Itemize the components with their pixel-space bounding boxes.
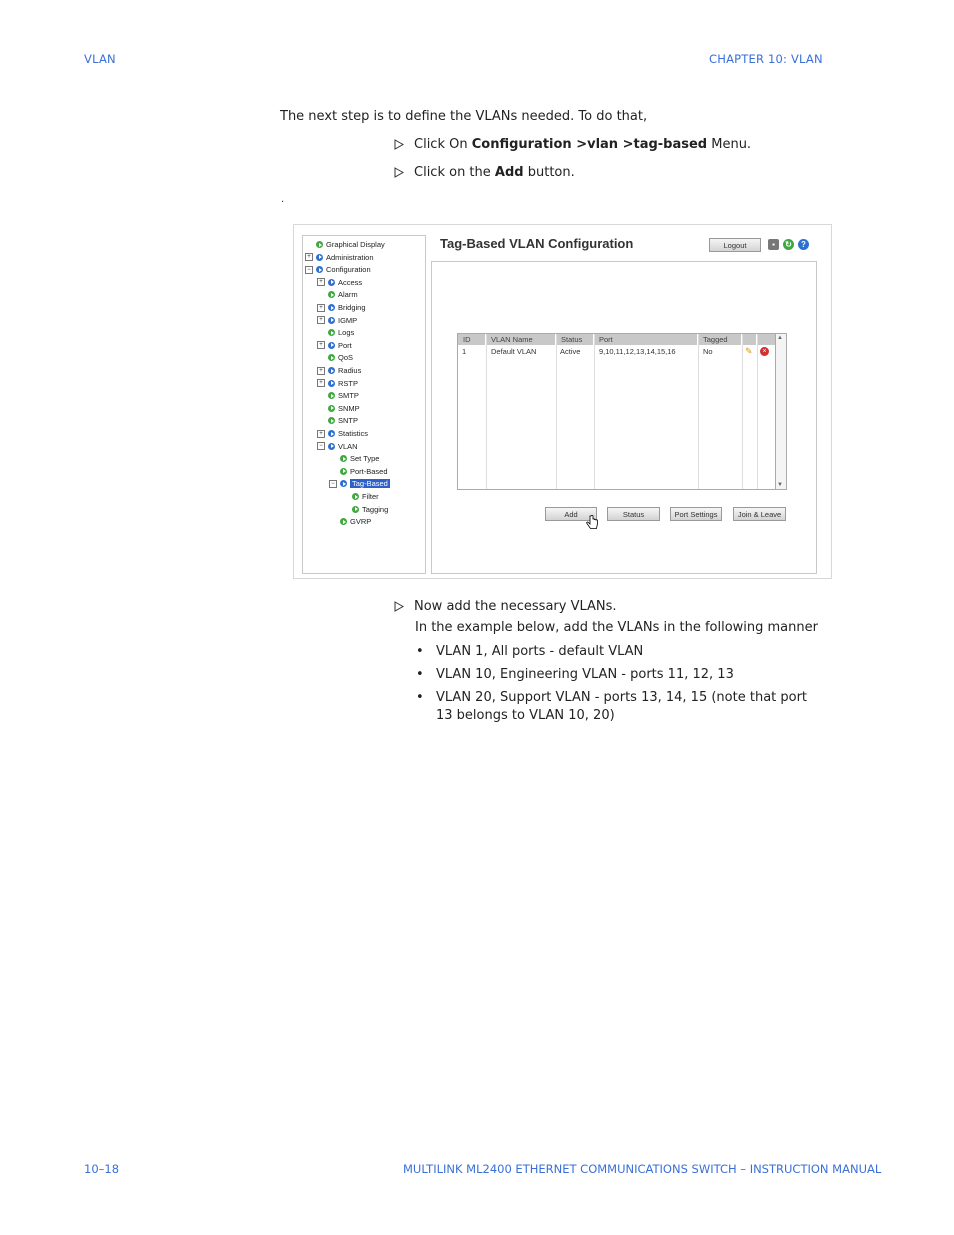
tree-item-label: Tag-Based <box>352 479 388 489</box>
step-2: Click on the Add button. <box>394 165 575 180</box>
spacer <box>317 418 325 424</box>
header-section: VLAN <box>84 52 116 66</box>
col-header-tagged: Tagged <box>698 334 742 345</box>
tree-item-graphical-display[interactable] <box>305 239 385 250</box>
tree-item-set-type[interactable] <box>329 453 379 464</box>
help-icon[interactable]: ? <box>798 239 809 250</box>
spacer <box>329 456 337 462</box>
arrow-circle-icon <box>352 506 359 513</box>
tree-item-gvrp[interactable] <box>329 516 371 527</box>
cell-name: Default VLAN <box>491 347 537 356</box>
tree-item-snmp[interactable] <box>317 403 360 414</box>
tree-item-label: Filter <box>362 492 379 501</box>
expand-toggle-icon[interactable]: + <box>317 430 325 438</box>
tree-item-label: Tagging <box>362 504 389 514</box>
col-header-status: Status <box>556 334 594 345</box>
tree-item-label: SMTP <box>338 391 359 401</box>
bullet-item: • VLAN 1, All ports - default VLAN <box>416 644 644 659</box>
step-1: Click On Configuration >vlan >tag-based Menu. <box>394 137 751 152</box>
cell-status: Active <box>560 347 581 356</box>
edit-pencil-icon[interactable]: ✎ <box>745 346 753 356</box>
spacer <box>317 393 325 399</box>
spacer <box>317 330 325 336</box>
arrow-circle-icon <box>328 279 335 286</box>
expand-toggle-icon[interactable]: − <box>329 480 337 488</box>
expand-toggle-icon[interactable]: + <box>317 278 325 286</box>
tree-item-label: Bridging <box>338 303 366 312</box>
tree-item-label: SNMP <box>338 403 360 413</box>
spacer <box>329 468 337 474</box>
header-chapter: CHAPTER 10: VLAN <box>709 52 823 66</box>
refresh-icon[interactable]: ↻ <box>783 239 794 250</box>
join-leave-button[interactable]: Join & Leave <box>733 507 786 521</box>
port-settings-button[interactable]: Port Settings <box>670 507 722 521</box>
spacer <box>341 506 349 512</box>
bullet-item: • VLAN 20, Support VLAN - ports 13, 14, 15 (note that port 13 belongs to VLAN 10, 20) <box>416 690 808 723</box>
tree-item-label: Administration <box>326 252 374 262</box>
triangle-bullet-icon <box>394 167 404 178</box>
arrow-circle-icon <box>328 329 335 336</box>
page-title: Tag-Based VLAN Configuration <box>440 236 634 251</box>
tree-item-label: Alarm <box>338 290 358 300</box>
arrow-circle-icon <box>316 254 323 261</box>
arrow-circle-icon <box>328 354 335 361</box>
tree-item-label: VLAN <box>338 441 358 451</box>
tree-item-statistics[interactable] <box>317 428 368 439</box>
arrow-circle-icon <box>328 342 335 349</box>
add-button[interactable]: Add <box>545 507 597 521</box>
step-3-subtext: In the example below, add the VLANs in the following manner <box>415 620 818 635</box>
expand-toggle-icon[interactable]: + <box>305 253 313 261</box>
tree-item-label: RSTP <box>338 378 359 388</box>
tree-item-tagging[interactable] <box>341 504 388 515</box>
arrow-circle-icon <box>328 304 335 311</box>
tree-item-label: Port-Based <box>350 466 388 476</box>
arrow-circle-icon <box>316 241 323 248</box>
arrow-circle-icon <box>340 455 347 462</box>
tree-item-access[interactable] <box>317 277 362 288</box>
vlan-config-screenshot <box>293 224 832 579</box>
tree-item-tag-based[interactable] <box>329 478 390 489</box>
tree-item-port[interactable] <box>317 340 352 351</box>
col-header-name: VLAN Name <box>486 334 556 345</box>
expand-toggle-icon[interactable]: + <box>317 379 325 387</box>
cell-id: 1 <box>462 347 467 356</box>
tree-item-smtp[interactable] <box>317 390 359 401</box>
arrow-circle-icon <box>328 367 335 374</box>
tree-item-port-based[interactable] <box>329 466 388 477</box>
arrow-circle-icon <box>352 493 359 500</box>
footer-title: MULTILINK ML2400 ETHERNET COMMUNICATIONS SWITCH – INSTRUCTION MANUAL <box>403 1162 882 1176</box>
spacer <box>317 405 325 411</box>
arrow-circle-icon <box>328 291 335 298</box>
cell-port: 9,10,11,12,13,14,15,16 <box>599 347 676 356</box>
expand-toggle-icon[interactable]: − <box>317 442 325 450</box>
tree-item-vlan[interactable] <box>317 441 358 452</box>
tree-item-radius[interactable] <box>317 365 361 376</box>
save-icon[interactable]: ▪ <box>768 239 779 250</box>
intro-paragraph: The next step is to define the VLANs needed. To do that, <box>280 109 648 124</box>
spacer <box>317 292 325 298</box>
footer-page-number: 10–18 <box>84 1162 120 1176</box>
tree-item-label: SNTP <box>338 416 359 426</box>
tree-item-configuration[interactable] <box>305 264 371 275</box>
tree-item-label: Statistics <box>338 429 369 438</box>
col-header-port: Port <box>594 334 698 345</box>
spacer <box>317 355 325 361</box>
tree-item-igmp[interactable] <box>317 315 357 326</box>
tree-item-logs[interactable] <box>317 327 354 338</box>
tree-item-rstp[interactable] <box>317 378 358 389</box>
arrow-circle-icon <box>328 405 335 412</box>
delete-icon[interactable]: × <box>760 347 769 356</box>
spacer <box>305 242 313 248</box>
arrow-circle-icon <box>328 443 335 450</box>
arrow-circle-icon <box>328 430 335 437</box>
col-header-delete <box>757 334 776 345</box>
tree-item-label: Configuration <box>326 265 371 275</box>
table-scrollbar[interactable]: ▲ ▼ <box>775 334 786 489</box>
arrow-circle-icon <box>316 266 323 273</box>
expand-toggle-icon[interactable]: + <box>317 316 325 324</box>
vlan-table <box>457 333 787 490</box>
tree-item-label: QoS <box>338 353 354 363</box>
tree-item-label: GVRP <box>350 517 372 527</box>
expand-toggle-icon[interactable]: + <box>317 367 325 375</box>
spacer <box>341 494 349 500</box>
tree-item-label: Logs <box>338 328 355 338</box>
cell-tagged: No <box>703 347 713 356</box>
bullet-item: • VLAN 10, Engineering VLAN - ports 11, 12, 13 <box>416 667 734 682</box>
step-3: Now add the necessary VLANs. <box>394 599 617 614</box>
arrow-circle-icon <box>328 392 335 399</box>
triangle-bullet-icon <box>394 139 404 150</box>
tree-item-bridging[interactable] <box>317 302 366 313</box>
arrow-circle-icon <box>340 480 347 487</box>
status-button[interactable]: Status <box>607 507 660 521</box>
expand-toggle-icon[interactable]: − <box>305 266 313 274</box>
tree-item-label: Radius <box>338 366 362 375</box>
tree-item-qos[interactable] <box>317 352 353 363</box>
tree-item-administration[interactable] <box>305 252 374 263</box>
col-header-id: ID <box>458 334 486 345</box>
arrow-circle-icon <box>340 468 347 475</box>
expand-toggle-icon[interactable]: + <box>317 341 325 349</box>
spacer <box>329 519 337 525</box>
tree-item-label: Port <box>338 340 352 350</box>
arrow-circle-icon <box>328 380 335 387</box>
tree-item-alarm[interactable] <box>317 289 358 300</box>
tree-item-label: Set Type <box>350 454 380 464</box>
hand-cursor-icon <box>586 515 598 536</box>
stray-dot: . <box>281 194 285 205</box>
expand-toggle-icon[interactable]: + <box>317 304 325 312</box>
col-header-edit <box>742 334 757 345</box>
tree-item-label: Graphical Display <box>326 240 385 249</box>
triangle-bullet-icon <box>394 601 404 612</box>
arrow-circle-icon <box>328 417 335 424</box>
navigation-tree <box>302 235 426 574</box>
tree-item-label: IGMP <box>338 315 358 325</box>
logout-button[interactable]: Logout <box>709 238 761 252</box>
tree-item-sntp[interactable] <box>317 415 358 426</box>
arrow-circle-icon <box>340 518 347 525</box>
arrow-circle-icon <box>328 317 335 324</box>
tree-item-filter[interactable] <box>341 491 379 502</box>
tree-item-label: Access <box>338 277 363 287</box>
